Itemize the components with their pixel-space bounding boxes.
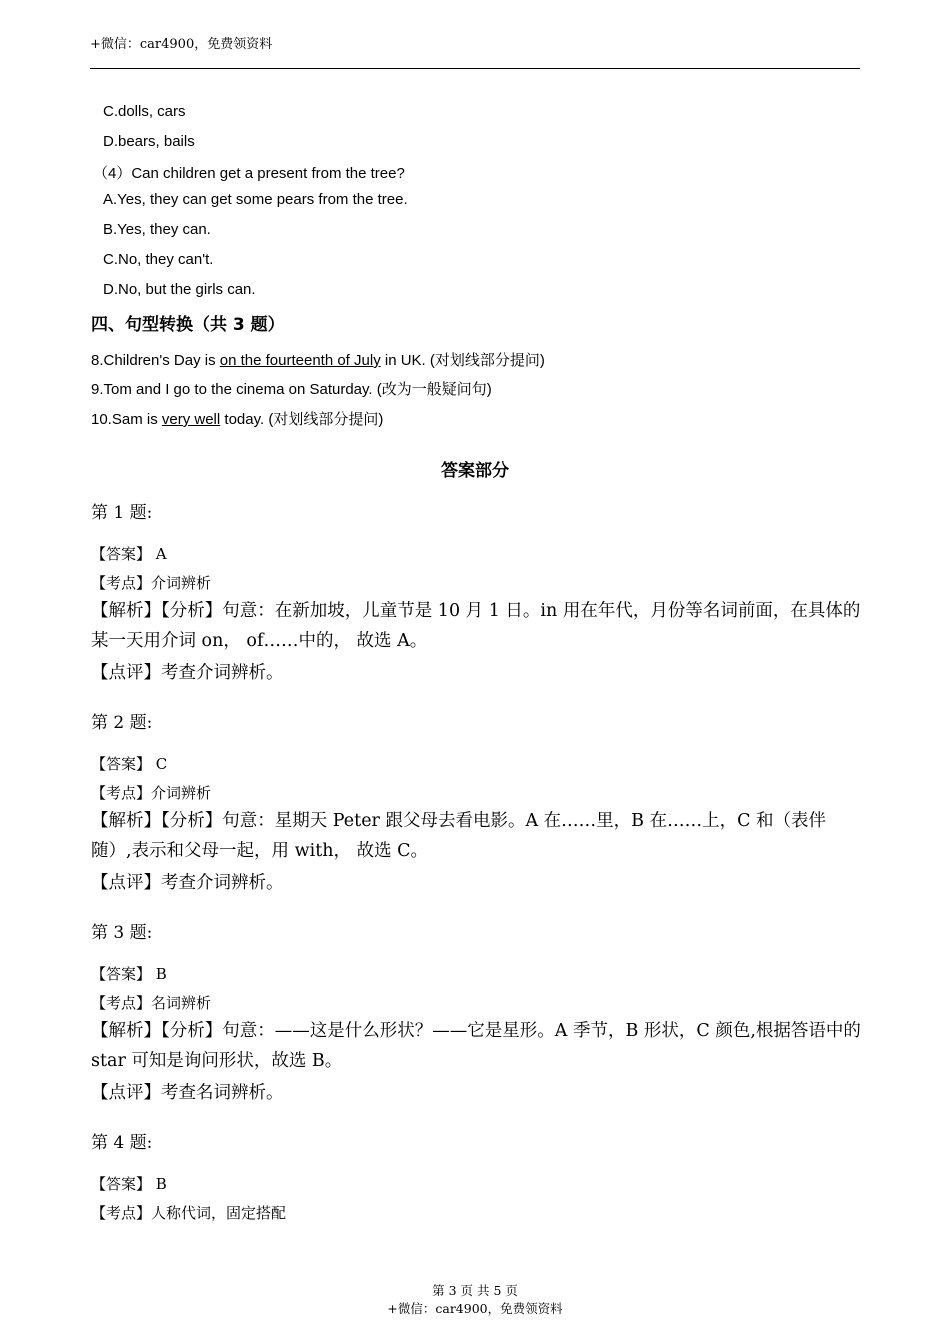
answer-3-key: 【答案】 B: [91, 965, 167, 983]
answer-1-heading: 第 1 题:: [91, 503, 153, 523]
option-c-dolls: C.dolls, cars: [103, 103, 186, 120]
page-number: 第 3 页 共 5 页: [432, 1283, 518, 1298]
q4-option-b: B.Yes, they can.: [103, 221, 211, 238]
answer-3-point: 【考点】名词辨析: [91, 994, 212, 1012]
answer-3-heading: 第 3 题:: [91, 923, 153, 943]
question-8: 8.Children's Day is on the fourteenth of July in UK. (对划线部分提问): [91, 352, 545, 369]
answer-2-point: 【考点】介词辨析: [91, 784, 212, 802]
q4-stem: （4）Can children get a present from the tree?: [93, 165, 405, 182]
answer-3-comment: 【点评】考查名词辨析。: [91, 1083, 284, 1103]
answer-1-point: 【考点】介词辨析: [91, 574, 212, 592]
q4-option-c: C.No, they can't.: [103, 251, 214, 268]
answer-1-key: 【答案】 A: [91, 545, 167, 563]
answer-2-comment: 【点评】考查介词辨析。: [91, 873, 284, 893]
q4-option-d: D.No, but the girls can.: [103, 281, 256, 298]
answer-3-analysis: 【解析】【分析】句意：——这是什么形状？——它是星形。A 季节，B 形状，C 颜色,根据答语中的 star 可知是询问形状，故选 B。: [91, 1021, 861, 1071]
footer-note: +微信：car4900，免费领资料: [387, 1301, 563, 1316]
answers-title: 答案部分: [441, 461, 509, 481]
answer-1-analysis: 【解析】【分析】句意：在新加坡，儿童节是 10 月 1 日。in 用在年代，月份等名词前面，在具体的某一天用介词 on， of……中的， 故选 A。: [91, 601, 861, 651]
answer-1-comment: 【点评】考查介词辨析。: [91, 663, 284, 683]
answer-4-heading: 第 4 题:: [91, 1133, 153, 1153]
answer-2-key: 【答案】 C: [91, 755, 168, 773]
question-9: 9.Tom and I go to the cinema on Saturday. (改为一般疑问句): [91, 381, 492, 398]
q4-option-a: A.Yes, they can get some pears from the tree.: [103, 191, 408, 208]
option-d-bears: D.bears, bails: [103, 133, 195, 150]
page-header: +微信：car4900，免费领资料: [90, 37, 273, 52]
section-4-title: 四、句型转换（共 3 题）: [91, 315, 285, 335]
answer-2-analysis: 【解析】【分析】句意：星期天 Peter 跟父母去看电影。A 在……里，B 在……上，C 和（表伴随）,表示和父母一起，用 with， 故选 C。: [91, 811, 827, 861]
answer-4-point: 【考点】人称代词，固定搭配: [91, 1204, 287, 1222]
answer-2-heading: 第 2 题:: [91, 713, 153, 733]
question-10: 10.Sam is very well today. (对划线部分提问): [91, 411, 384, 428]
q10-underlined: very well: [161, 411, 221, 428]
header-rule: [90, 68, 860, 69]
answer-4-key: 【答案】 B: [91, 1175, 167, 1193]
q8-underlined: on the fourteenth of July: [219, 352, 381, 369]
